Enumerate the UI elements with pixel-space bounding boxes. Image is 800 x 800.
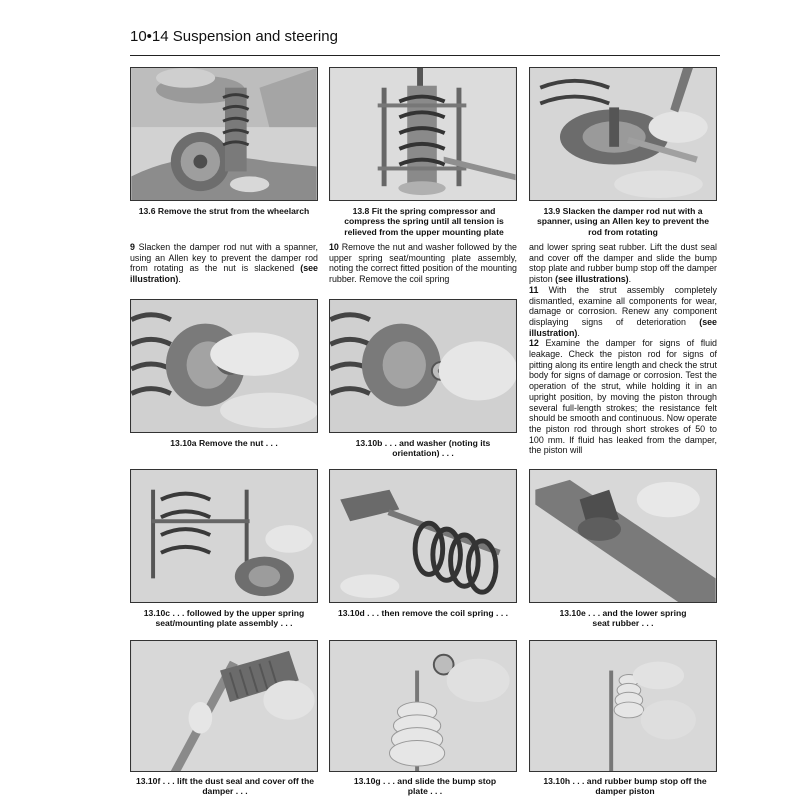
photo-13-8: [329, 67, 517, 201]
paragraph-10-continued: [529, 242, 717, 285]
photo-13-10f: [130, 640, 318, 772]
caption-13-8: 13.8 Fit the spring compressor and compress the spring until all tension is relieved from the upper mounting plate: [344, 206, 504, 237]
photo-13-10e-image: [530, 470, 716, 602]
caption-13-9: 13.9 Slacken the damper rod nut with a spanner, using an Allen key to prevent the rod from rotating: [536, 206, 710, 237]
photo-13-10c: [130, 469, 318, 603]
caption-13-6: 13.6 Remove the strut from the wheelarch: [138, 206, 310, 216]
photo-13-6: [130, 67, 318, 201]
paragraph-12-number: 12: [529, 338, 539, 349]
photo-13-10h: [529, 640, 717, 772]
paragraph-10-end: .: [628, 274, 632, 285]
caption-13-10g: 13.10g . . . and slide the bump stop plate . . .: [353, 776, 497, 797]
caption-13-10c: 13.10c . . . followed by the upper spring seat/mounting plate assembly . . .: [143, 608, 305, 629]
paragraph-11-reference: (see illustration): [529, 316, 717, 338]
paragraph-9-end: .: [178, 274, 181, 285]
photo-13-9: [529, 67, 717, 201]
caption-13-10h: 13.10h . . . and rubber bump stop off the damper piston: [543, 776, 707, 797]
paragraph-10-continuation: and lower spring seat rubber. Lift the dust seal and cover off the damper and slide the bump stop plate and rubber bump stop off the damper piston: [529, 242, 717, 285]
photo-13-10h-image: [530, 641, 716, 771]
photo-13-10a: [130, 299, 318, 433]
photo-13-10c-image: [131, 470, 317, 602]
paragraph-10-start: [329, 242, 517, 285]
paragraph-10-number: 10: [329, 242, 339, 252]
caption-13-10b: 13.10b . . . and washer (noting its orientation) . . .: [355, 438, 491, 459]
text-column-right: [529, 242, 717, 456]
photo-13-8-image: [330, 68, 516, 200]
photo-13-10g: [329, 640, 517, 772]
paragraph-9-reference: (see illustration): [130, 263, 318, 285]
photo-13-6-image: [131, 68, 317, 200]
photo-13-10b-image: [330, 300, 516, 432]
caption-13-10f: 13.10f . . . lift the dust seal and cover off the damper . . .: [135, 776, 315, 797]
photo-13-10f-image: [131, 641, 317, 771]
text-column-left: [130, 242, 318, 285]
paragraph-11-end: .: [577, 327, 580, 338]
text-column-middle: [329, 242, 517, 285]
paragraph-11-number: 11: [529, 284, 539, 295]
paragraph-11: [529, 285, 717, 339]
paragraph-10-reference: (see illustrations): [555, 274, 629, 285]
caption-13-10e: 13.10e . . . and the lower spring seat rubber . . .: [559, 608, 687, 629]
photo-13-9-image: [530, 68, 716, 200]
paragraph-11-body: With the strut assembly completely dismantled, examine all components for wear, damage or corrosion. Renew any component displaying signs of deterioration: [529, 284, 717, 327]
paragraph-12: [529, 338, 717, 456]
page-title: 10•14 Suspension and steering: [130, 28, 338, 45]
paragraph-9: [130, 242, 318, 285]
paragraph-12-body: Examine the damper for signs of fluid leakage. Check the piston rod for signs of pitting along its entire length and check the strut body for signs of damage or corrosion. Test the operation of the strut, while holding it in an upright position, by moving the piston through several full-length strokes; the resistance felt should be smooth and continuous. Now operate the piston rod through short strokes of 50 to 100 mm. If fluid has leaked from the damper, the piston will: [529, 338, 717, 456]
caption-13-10d: 13.10d . . . then remove the coil spring . . .: [337, 608, 508, 618]
paragraph-9-number: 9: [130, 242, 135, 252]
photo-13-10d-image: [330, 470, 516, 602]
caption-13-10a: 13.10a Remove the nut . . .: [170, 438, 278, 448]
paragraph-9-body: Slacken the damper rod nut with a spanner, using an Allen key to prevent the damper rod from rotating as the nut is slackened: [130, 242, 318, 274]
photo-13-10g-image: [330, 641, 516, 771]
paragraph-10-body: Remove the nut and washer followed by the upper spring seat/mounting plate assembly, noting the correct fitted position of the mounting rubber. Remove the coil spring: [329, 242, 517, 285]
photo-13-10a-image: [131, 300, 317, 432]
photo-13-10d: [329, 469, 517, 603]
page-header: [130, 28, 720, 56]
photo-13-10e: [529, 469, 717, 603]
photo-13-10b: [329, 299, 517, 433]
